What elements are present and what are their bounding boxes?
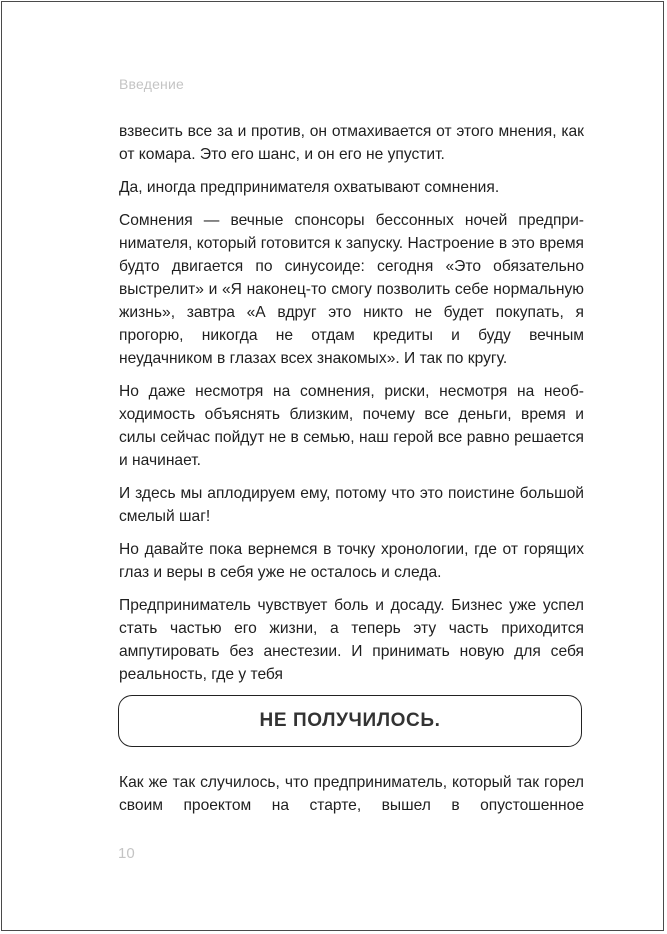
running-title: Введение [119, 76, 184, 92]
callout-text: НЕ ПОЛУЧИЛОСЬ. [259, 710, 441, 731]
paragraph: Но давайте пока вернемся в точку хронологии, где от горящих глаз и веры в себя уже не осталось и следа. [119, 541, 584, 581]
paragraph: взвесить все за и против, он отмахивается от этого мнения, как от комара. Это его шанс, и он его не упустит. [119, 123, 584, 163]
paragraph: Как же так случилось, что предприниматель, который так горел своим проектом на старте, вышел в опустошенное [119, 774, 584, 814]
page-number: 10 [118, 845, 135, 862]
continuation-text [119, 771, 584, 827]
callout-box [118, 695, 582, 747]
paragraph: Предприниматель чувствует боль и досаду. Бизнес уже успел стать частью его жизни, а теперь эту часть приходится ампутировать без анестезии. И принимать новую для себя реальность, где у тебя [119, 597, 584, 683]
paragraph: Сомнения — вечные спонсоры бессонных ночей предпринимателя, который готовится к запуску. Настроение в это время будто двигается по синусоиде: сегодня «Это обязательно выстрелит» и «Я наконец-то смогу позволить себе нормальную жизнь», завтра «А вдруг это никто не будет покупать, я прогорю, никогда не отдам кредиты и буду вечным неудачником в глазах всех знакомых». И так по кругу. [119, 212, 584, 367]
book-page [1, 1, 664, 931]
paragraph: Но даже несмотря на сомнения, риски, несмотря на необходимость объяснять близким, почему все деньги, время и силы сейчас пойдут не в семью, наш герой все равно решается и начинает. [119, 383, 584, 469]
paragraph: Да, иногда предпринимателя охватывают сомнения. [119, 179, 500, 196]
body-text [119, 120, 584, 696]
paragraph: И здесь мы аплодируем ему, потому что это поистине большой смелый шаг! [119, 485, 584, 525]
